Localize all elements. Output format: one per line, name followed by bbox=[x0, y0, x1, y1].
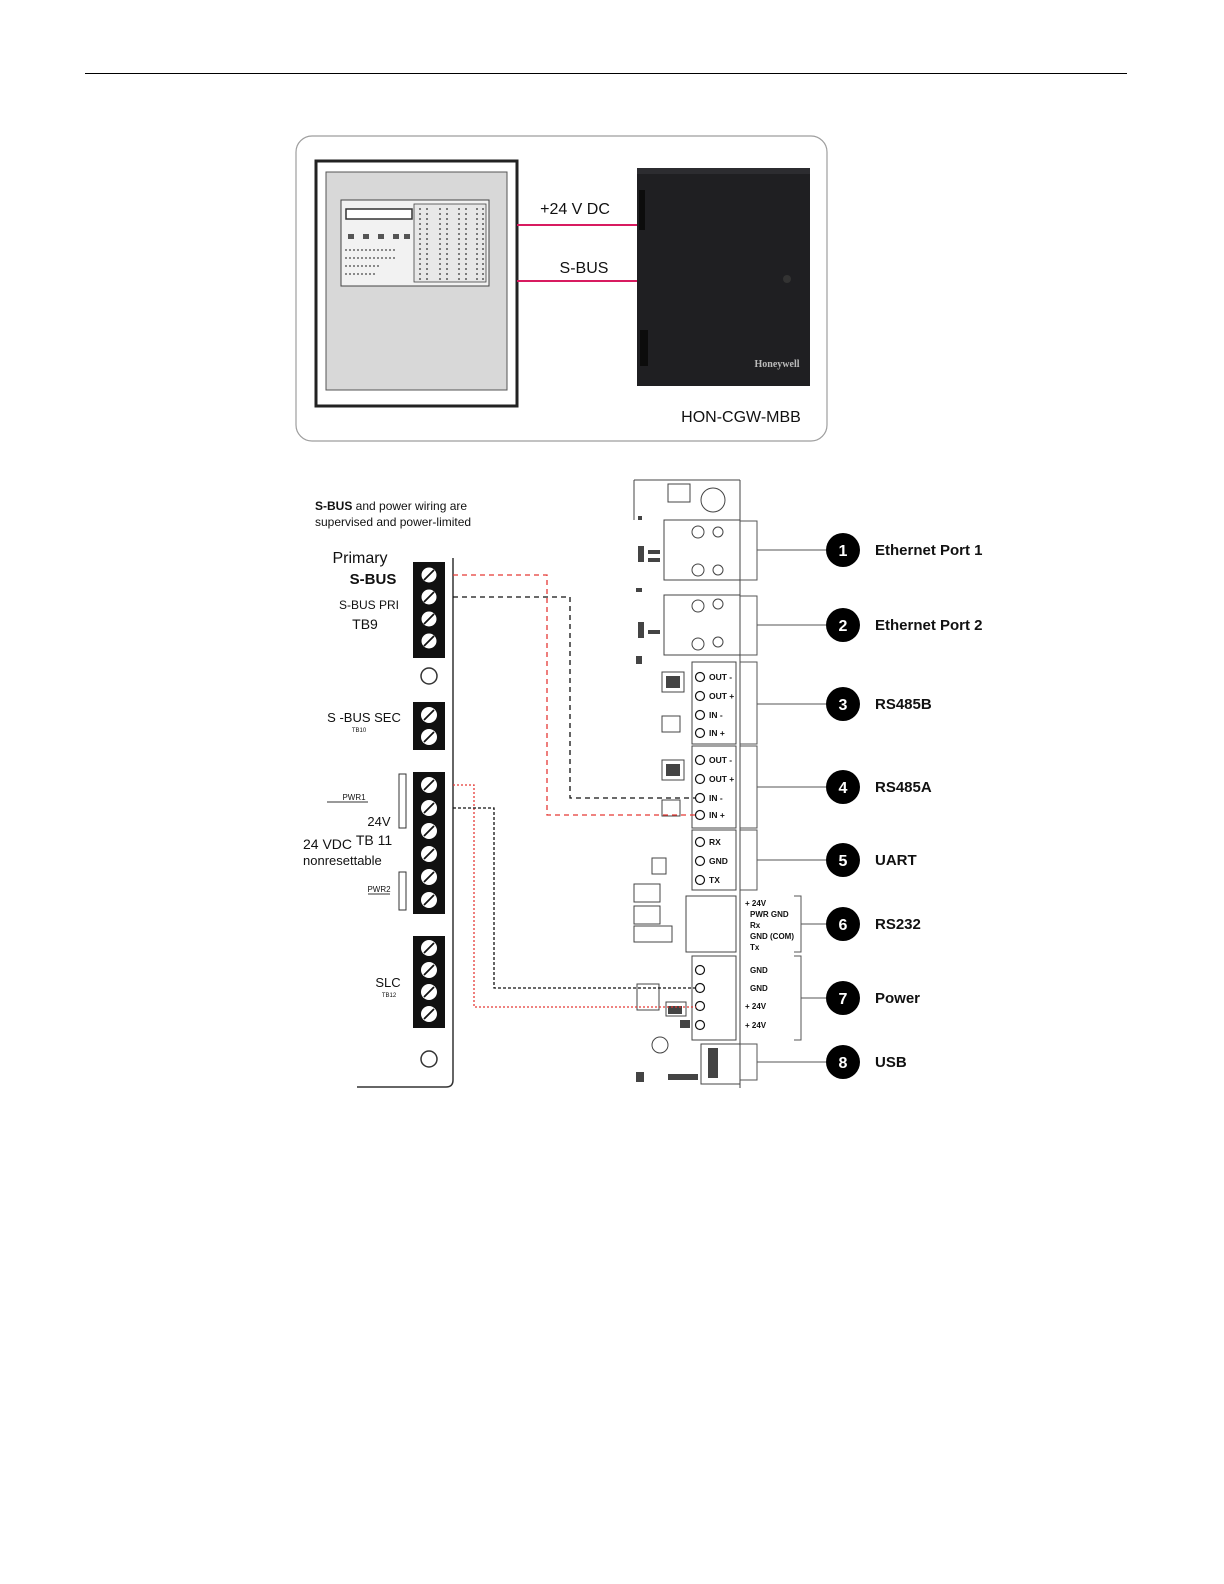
pwr1-bracket bbox=[399, 774, 406, 828]
pin-label: OUT - bbox=[709, 755, 733, 765]
pin-label: PWR GND bbox=[750, 910, 789, 919]
wiring-note-line1 bbox=[315, 499, 467, 513]
pin-label: + 24V bbox=[745, 1002, 767, 1011]
callout-uart bbox=[826, 843, 917, 877]
top-panel bbox=[296, 136, 827, 441]
callout-number: 2 bbox=[838, 618, 848, 635]
pin-label: IN - bbox=[709, 793, 723, 803]
pin-label: + 24V bbox=[745, 899, 767, 908]
pin-contacts bbox=[696, 673, 705, 1030]
callout-label: RS485B bbox=[875, 696, 932, 713]
callout-label: RS485A bbox=[875, 779, 932, 796]
tb10-label: TB10 bbox=[351, 728, 367, 734]
power-wire-label: +24 V DC bbox=[540, 201, 610, 218]
sbus-pri-label: S-BUS PRI bbox=[338, 598, 400, 612]
pin-label: RX bbox=[709, 837, 721, 847]
wiring-note-rest: and power wiring are bbox=[352, 499, 468, 513]
callout-number: 5 bbox=[838, 853, 848, 870]
callout-number: 8 bbox=[838, 1055, 848, 1072]
tb11-label: TB 11 bbox=[355, 832, 393, 848]
wiring-note-bold: S-BUS bbox=[315, 499, 353, 513]
pwr1-label: PWR1 bbox=[342, 793, 366, 802]
callout-usb bbox=[826, 1045, 907, 1079]
terminal-diagram bbox=[303, 480, 983, 1088]
pin-label: GND bbox=[709, 856, 728, 866]
pin-label: IN + bbox=[709, 810, 725, 820]
callout-brackets bbox=[740, 521, 826, 1080]
tb12-terminal-block bbox=[413, 936, 445, 1028]
sbus-black-wire bbox=[453, 597, 696, 798]
callout-list bbox=[826, 533, 983, 1079]
sbus-red-wire bbox=[453, 575, 696, 815]
slc-label: SLC bbox=[375, 975, 401, 990]
gateway-enclosure-photo bbox=[637, 168, 810, 386]
sbus-label: S-BUS bbox=[349, 571, 397, 588]
gateway-board bbox=[634, 480, 740, 1088]
tb9-terminal-block bbox=[413, 562, 445, 658]
pin-label: + 24V bbox=[745, 1021, 767, 1030]
callout-ethernet-port-2 bbox=[826, 608, 983, 642]
tb9-label: TB9 bbox=[352, 616, 378, 632]
callout-label: Power bbox=[875, 990, 921, 1007]
24v-label: 24V bbox=[367, 814, 391, 829]
callout-number: 3 bbox=[838, 697, 848, 714]
mount-hole bbox=[421, 668, 437, 684]
sbus-sec-label: S -BUS SEC bbox=[327, 710, 401, 725]
tb10-terminal-block bbox=[413, 702, 445, 750]
callout-rs232 bbox=[826, 907, 921, 941]
pin-label: IN - bbox=[709, 710, 723, 720]
mount-hole bbox=[421, 1051, 437, 1067]
board-components bbox=[636, 516, 718, 1082]
pin-label: OUT + bbox=[709, 774, 735, 784]
tb12-label: TB12 bbox=[381, 993, 397, 999]
nonresettable-label: nonresettable bbox=[303, 853, 382, 868]
brand-logo: Honeywell bbox=[754, 359, 800, 370]
callout-label: RS232 bbox=[875, 916, 921, 933]
pwr2-bracket bbox=[399, 872, 406, 910]
device-model-label: HON-CGW-MBB bbox=[681, 409, 801, 426]
control-panel-illustration bbox=[316, 161, 517, 406]
pin-label: IN + bbox=[709, 728, 725, 738]
callout-number: 6 bbox=[838, 917, 848, 934]
pin-label: GND (COM) bbox=[750, 932, 794, 941]
callout-number: 4 bbox=[838, 780, 848, 797]
pin-label: GND bbox=[750, 984, 768, 993]
pin-label: OUT - bbox=[709, 672, 733, 682]
callout-label: Ethernet Port 1 bbox=[875, 542, 983, 559]
pin-label: Tx bbox=[750, 943, 760, 952]
wiring-note-line2: supervised and power-limited bbox=[315, 515, 472, 529]
pin-label: OUT + bbox=[709, 691, 735, 701]
sbus-wire-label: S-BUS bbox=[559, 260, 609, 277]
callout-rs485b bbox=[826, 687, 932, 721]
pin-label: TX bbox=[709, 875, 720, 885]
callout-power bbox=[826, 981, 920, 1015]
tb11-terminal-block bbox=[413, 772, 445, 914]
callout-number: 1 bbox=[838, 543, 848, 560]
callout-label: Ethernet Port 2 bbox=[875, 617, 983, 634]
pwr2-label: PWR2 bbox=[367, 885, 391, 894]
pin-label: GND bbox=[750, 966, 768, 975]
pin-label: Rx bbox=[750, 921, 761, 930]
callout-ethernet-port-1 bbox=[826, 533, 983, 567]
24vdc-label: 24 VDC bbox=[303, 836, 353, 852]
callout-number: 7 bbox=[838, 991, 848, 1008]
primary-label: Primary bbox=[332, 550, 388, 567]
pin-labels bbox=[709, 672, 794, 1030]
callout-label: UART bbox=[875, 852, 917, 869]
callout-rs485a bbox=[826, 770, 932, 804]
callout-label: USB bbox=[875, 1054, 907, 1071]
